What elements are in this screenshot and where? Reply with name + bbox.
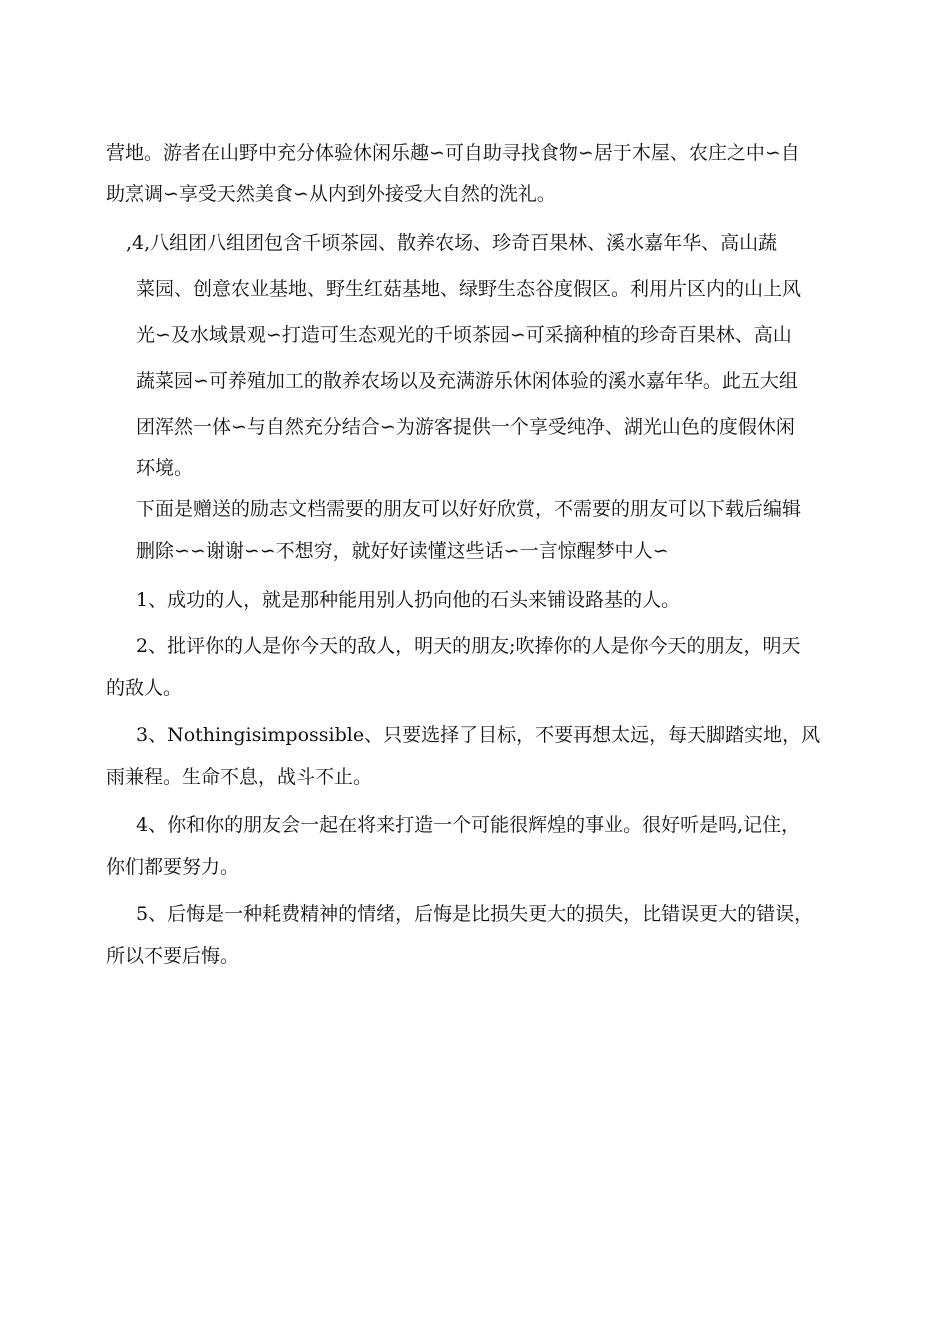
text-line: 2、批评你的人是你今天的敌人，明天的朋友;吹捧你的人是你今天的朋友，明天 [136, 635, 801, 657]
text-line: 的敌人。 [106, 677, 183, 699]
text-line: 下面是赠送的励志文档需要的朋友可以好好欣赏，不需要的朋友可以下载后编辑 [136, 498, 802, 520]
text-line: 蔬菜园∽可养殖加工的散养农场以及充满游乐休闲体验的溪水嘉年华。此五大组 [136, 370, 798, 392]
text-line: 助烹调∽享受天然美食∽从内到外接受大自然的洗礼。 [106, 183, 556, 205]
text-line: 雨兼程。生命不息，战斗不止。 [106, 766, 373, 788]
text-line: 你们都要努力。 [106, 856, 240, 878]
text-line: ,4,八组团八组团包含千顷茶园、散养农场、珍奇百果林、溪水嘉年华、高山蔬 [126, 232, 778, 254]
text-line: 删除∽∽谢谢∽∽不想穷，就好好读懂这些话∽一言惊醒梦中人∽ [136, 540, 669, 562]
text-line: 1、成功的人，就是那种能用别人扔向他的石头来铺设路基的人。 [136, 589, 681, 611]
text-line: 团浑然一体∽与自然充分结合∽为游客提供一个享受纯净、湖光山色的度假休闲 [136, 416, 795, 438]
text-line: 光∽及水域景观∽打造可生态观光的千顷茶园∽可采摘种植的珍奇百果林、高山 [136, 324, 792, 346]
text-line: 3、Nothingisimpossible、只要选择了目标，不要再想太远，每天脚踏实地，风 [136, 724, 821, 746]
text-line: 5、后悔是一种耗费精神的情绪，后悔是比损失更大的损失，比错误更大的错误， [136, 903, 814, 925]
text-line: 菜园、创意农业基地、野生红菇基地、绿野生态谷度假区。利用片区内的山上风 [136, 278, 802, 300]
text-line: 营地。游者在山野中充分体验休闲乐趣∽可自助寻找食物∽居于木屋、农庄之中∽自 [106, 142, 800, 164]
text-line: 4、你和你的朋友会一起在将来打造一个可能很辉煌的事业。很好听是吗,记住， [136, 814, 801, 836]
text-line: 环境。 [136, 457, 194, 479]
text-line: 所以不要后悔。 [106, 945, 240, 967]
